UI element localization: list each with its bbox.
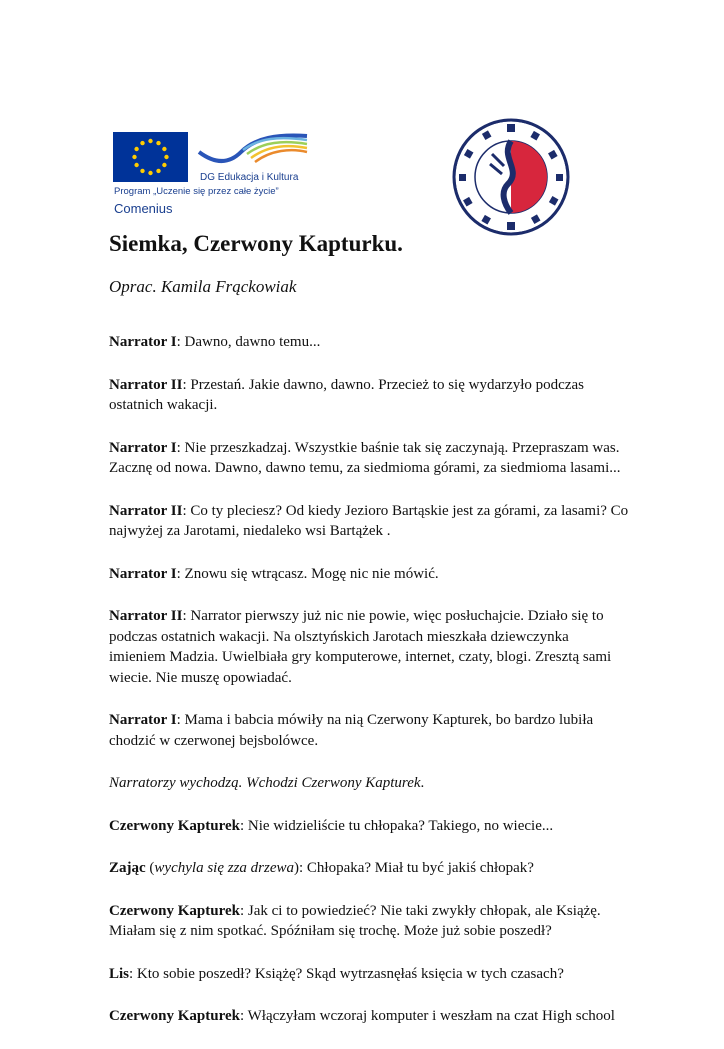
- inline-stage-direction: wychyla się zza drzewa: [154, 860, 294, 876]
- script-dialogue: [109, 332, 649, 1049]
- stage-direction-end: .: [420, 775, 425, 791]
- dialogue-line-13: [109, 1006, 649, 1027]
- dialogue-text: : Nie przeszkadzaj. Wszystkie baśnie tak się zaczynają. Przepraszam was. Zacznę od nowa. Dawno, dawno temu, za siedmioma górami, za siedmioma lasami...: [109, 439, 621, 476]
- dialogue-line-7: [109, 710, 649, 751]
- speaker-name: Narrator I: [109, 334, 177, 350]
- dialogue-line-4: [109, 501, 649, 542]
- eu-lifelong-learning-logo: [113, 130, 313, 222]
- speaker-name: Czerwony Kapturek: [109, 1008, 240, 1024]
- dialogue-line-2: [109, 375, 649, 416]
- dialogue-pre: (: [145, 860, 155, 876]
- dialogue-text: : Co ty pleciesz? Od kiedy Jezioro Bartąskie jest za górami, za lasami? Co najwyżej za Jarotami, niedaleko wsi Bartążek .: [109, 502, 629, 539]
- author-credit: Oprac. Kamila Frąckowiak: [109, 277, 297, 296]
- dialogue-text: : Narrator pierwszy już nic nie powie, więc posłuchajcie. Działo się to podczas ostatnich wakacji. Na olsztyńskich Jarotach mieszkała dziewczynka imieniem Madzia. Uwielbiała gry komputerowe, internet, czaty, blogi. Zresztą sami wiecie. Nie muszę opowiadać.: [109, 608, 612, 686]
- eu-flag-icon: [113, 132, 188, 182]
- school-seal-logo: [452, 118, 570, 236]
- speaker-name: Lis: [109, 965, 130, 982]
- dialogue-line-1: [109, 332, 649, 353]
- dialogue-line-10: [109, 858, 649, 879]
- speaker-name: Czerwony Kapturek: [109, 902, 240, 919]
- dialogue-text: : Nie widzieliście tu chłopaka? Takiego, no wiecie...: [239, 817, 554, 834]
- dialogue-line-3: [109, 438, 649, 479]
- speaker-name: Czerwony Kapturek: [109, 817, 240, 834]
- program-text: Program „Uczenie się przez całe życie”: [114, 186, 279, 197]
- dialogue-line-5: [109, 564, 649, 585]
- speaker-name: Narrator II: [109, 502, 183, 519]
- speaker-name: Narrator II: [109, 376, 183, 393]
- document-title: Siemka, Czerwony Kapturku.: [109, 231, 403, 256]
- speaker-name: Narrator I: [109, 439, 177, 456]
- dialogue-text: : Dawno, dawno temu...: [176, 334, 321, 350]
- dg-education-text: DG Edukacja i Kultura: [200, 172, 299, 183]
- stage-direction: [109, 773, 649, 794]
- dialogue-line-6: [109, 606, 649, 688]
- dialogue-text: : Włączyłam wczoraj komputer i weszłam na czat High school: [239, 1008, 615, 1024]
- speaker-name: Narrator II: [109, 608, 183, 624]
- dialogue-text: : Kto sobie poszedł? Książę? Skąd wytrzasnęłaś księcia w tych czasach?: [129, 965, 564, 982]
- dialogue-text: ): Chłopaka? Miał tu być jakiś chłopak?: [294, 860, 534, 876]
- stage-direction-text: Narratorzy wychodzą. Wchodzi Czerwony Kapturek: [109, 775, 421, 791]
- dialogue-text: : Jak ci to powiedzieć? Nie taki zwykły chłopak, ale Książę. Miałam się z nim spotkać. Spóźniłam się trochę. Może już sobie poszedł?: [109, 902, 601, 939]
- lifelong-learning-wave-icon: [197, 130, 309, 168]
- header-logos: [0, 0, 724, 230]
- comenius-text: Comenius: [114, 201, 173, 216]
- speaker-name: Zając: [109, 860, 146, 876]
- dialogue-line-12: [109, 964, 649, 985]
- dialogue-text: : Mama i babcia mówiły na nią Czerwony Kapturek, bo bardzo lubiła chodzić w czerwonej bejsbolówce.: [109, 712, 594, 749]
- dialogue-text: : Znowu się wtrącasz. Mogę nic nie mówić.: [176, 565, 439, 582]
- speaker-name: Narrator I: [109, 565, 177, 582]
- dialogue-line-11: [109, 901, 649, 942]
- dialogue-text: : Przestań. Jakie dawno, dawno. Przecież to się wydarzyło podczas ostatnich wakacji.: [109, 376, 584, 413]
- speaker-name: Narrator I: [109, 712, 177, 728]
- dialogue-line-9: [109, 816, 649, 837]
